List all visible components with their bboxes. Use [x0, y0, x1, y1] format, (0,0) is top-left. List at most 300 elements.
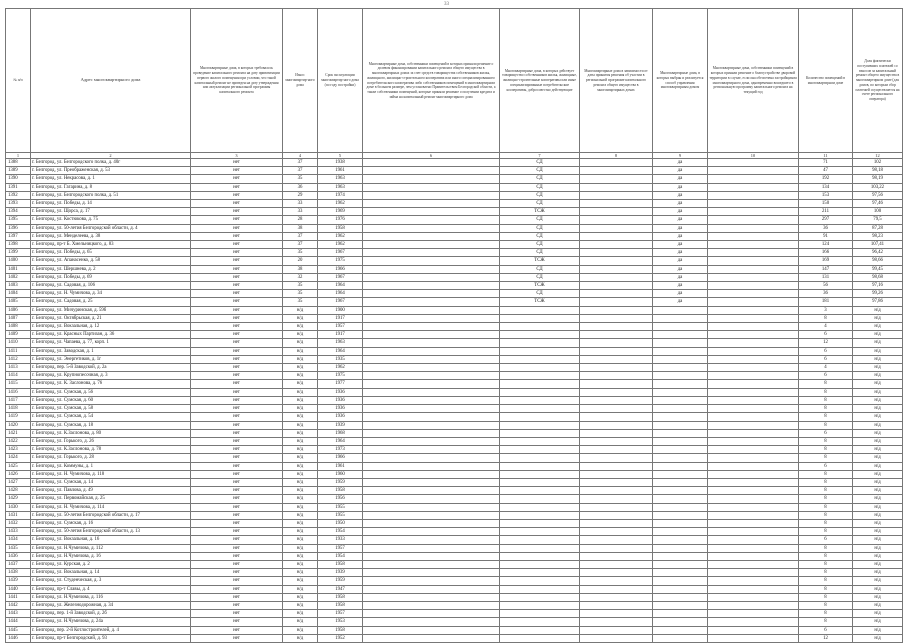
row-repair-need: нет: [191, 249, 283, 257]
row-landscaping: [708, 323, 799, 331]
row-repair-need: нет: [191, 191, 283, 199]
row-build-year: 1939: [318, 569, 363, 577]
table-row: [6, 364, 903, 372]
row-payments-share: н/д: [853, 478, 903, 486]
row-landscaping: [708, 601, 799, 609]
row-landscaping: [708, 421, 799, 429]
row-hoa-type: СД: [500, 167, 580, 175]
row-address: г. Белгород, ул. К.Заслонова, д. 78: [31, 446, 191, 454]
row-payments-share: н/д: [853, 396, 903, 404]
row-wear: н/д: [283, 405, 318, 413]
row-build-year: 1933: [318, 536, 363, 544]
row-payments-share: н/д: [853, 372, 903, 380]
row-premises-count: 6: [799, 355, 853, 363]
row-cofinancing: [363, 314, 500, 322]
row-build-year: 1963: [318, 339, 363, 347]
row-hoa-type: СД: [500, 191, 580, 199]
row-number: 1439: [6, 577, 31, 585]
row-management: [653, 454, 708, 462]
row-decision-date: [580, 446, 653, 454]
row-number: 1395: [6, 216, 31, 224]
row-repair-need: нет: [191, 298, 283, 306]
row-hoa-type: СД: [500, 241, 580, 249]
row-payments-share: н/д: [853, 314, 903, 322]
row-cofinancing: [363, 429, 500, 437]
row-build-year: 1974: [318, 191, 363, 199]
row-build-year: 1968: [318, 429, 363, 437]
row-number: 1440: [6, 585, 31, 593]
row-payments-share: н/д: [853, 388, 903, 396]
row-premises-count: 4: [799, 323, 853, 331]
col-header-number: № п/п: [6, 9, 31, 153]
row-cofinancing: [363, 257, 500, 265]
row-payments-share: 97,86: [853, 298, 903, 306]
row-decision-date: [580, 519, 653, 527]
row-hoa-type: [500, 601, 580, 609]
row-landscaping: [708, 388, 799, 396]
row-landscaping: [708, 290, 799, 298]
row-payments-share: н/д: [853, 380, 903, 388]
row-repair-need: нет: [191, 380, 283, 388]
row-decision-date: [580, 503, 653, 511]
row-decision-date: [580, 405, 653, 413]
row-landscaping: [708, 454, 799, 462]
row-management: да: [653, 183, 708, 191]
col-header-repair-need: Многоквартирные дома, в которых требовалось проведение капитального ремонта на дату приватизации первого жилого помещения при условии, что такой капитальный ремонт не проведен на дату утверждения или актуализации региональной программы капитального ремонта: [191, 9, 283, 153]
row-management: [653, 618, 708, 626]
row-build-year: 1961: [318, 462, 363, 470]
row-cofinancing: [363, 446, 500, 454]
row-decision-date: [580, 241, 653, 249]
row-repair-need: нет: [191, 314, 283, 322]
row-build-year: 1955: [318, 511, 363, 519]
row-cofinancing: [363, 323, 500, 331]
row-number: 1415: [6, 380, 31, 388]
row-build-year: 1958: [318, 487, 363, 495]
row-address: г. Белгород, ул. Белгородского полка, д. 51: [31, 191, 191, 199]
row-build-year: 1938: [318, 159, 363, 167]
row-cofinancing: [363, 355, 500, 363]
row-decision-date: [580, 282, 653, 290]
row-hoa-type: [500, 306, 580, 314]
row-wear: 38: [283, 265, 318, 273]
row-landscaping: [708, 183, 799, 191]
row-decision-date: [580, 191, 653, 199]
row-landscaping: [708, 585, 799, 593]
row-hoa-type: СД: [500, 249, 580, 257]
row-decision-date: [580, 437, 653, 445]
row-cofinancing: [363, 470, 500, 478]
table-row: [6, 462, 903, 470]
row-decision-date: [580, 396, 653, 404]
table-row: [6, 347, 903, 355]
row-landscaping: [708, 528, 799, 536]
row-premises-count: 8: [799, 552, 853, 560]
row-landscaping: [708, 167, 799, 175]
row-wear: 37: [283, 241, 318, 249]
row-hoa-type: СД: [500, 216, 580, 224]
row-cofinancing: [363, 232, 500, 240]
row-address: г. Белгород, пер. 1-й Заводской, д. 2б: [31, 610, 191, 618]
col-header-cofinancing: Многоквартирные дома, собственники помещений в которых приняли решение о долевом финансировании капитального ремонта общего имущества в многоквартирных домах за счет средств товарищества собственников жилья, жилищного, жилищно-строительного кооператива или иного специализированного потребительского кооператива либо собственников помещений в многоквартирном доме в большем размере, чем установлено Правительством Белгородской области, а также собственники помещений, которые приняли решение о получении кредита и займа на капитальный ремонт многоквартирного дома: [363, 9, 500, 153]
row-address: г. Белгород, ул. К.Заслонова, д. 80: [31, 429, 191, 437]
row-address: г. Белгород, ул. Н.Чумичова, д. 112: [31, 544, 191, 552]
row-hoa-type: ТСЖ: [500, 298, 580, 306]
row-build-year: 1950: [318, 519, 363, 527]
row-wear: н/д: [283, 454, 318, 462]
row-landscaping: [708, 593, 799, 601]
row-hoa-type: [500, 446, 580, 454]
table-row: [6, 470, 903, 478]
row-repair-need: нет: [191, 519, 283, 527]
row-management: да: [653, 167, 708, 175]
row-number: 1392: [6, 191, 31, 199]
row-repair-need: нет: [191, 462, 283, 470]
row-wear: н/д: [283, 314, 318, 322]
row-wear: н/д: [283, 347, 318, 355]
row-management: [653, 511, 708, 519]
row-cofinancing: [363, 241, 500, 249]
row-cofinancing: [363, 610, 500, 618]
row-management: [653, 495, 708, 503]
row-decision-date: [580, 601, 653, 609]
table-row: [6, 610, 903, 618]
row-decision-date: [580, 347, 653, 355]
row-repair-need: нет: [191, 487, 283, 495]
row-landscaping: [708, 413, 799, 421]
row-management: [653, 577, 708, 585]
row-wear: н/д: [283, 478, 318, 486]
row-decision-date: [580, 478, 653, 486]
row-number: 1403: [6, 282, 31, 290]
row-decision-date: [580, 544, 653, 552]
row-landscaping: [708, 241, 799, 249]
row-repair-need: нет: [191, 536, 283, 544]
row-premises-count: 8: [799, 405, 853, 413]
row-landscaping: [708, 429, 799, 437]
row-number: 1398: [6, 241, 31, 249]
row-payments-share: 87,28: [853, 224, 903, 232]
row-landscaping: [708, 314, 799, 322]
row-payments-share: 100: [853, 208, 903, 216]
row-build-year: 1957: [318, 610, 363, 618]
row-payments-share: н/д: [853, 306, 903, 314]
row-cofinancing: [363, 388, 500, 396]
row-landscaping: [708, 610, 799, 618]
table-row: [6, 511, 903, 519]
row-premises-count: 47: [799, 167, 853, 175]
row-decision-date: [580, 323, 653, 331]
row-number: 1396: [6, 224, 31, 232]
row-cofinancing: [363, 421, 500, 429]
row-decision-date: [580, 314, 653, 322]
row-management: [653, 626, 708, 634]
row-premises-count: 8: [799, 503, 853, 511]
row-decision-date: [580, 175, 653, 183]
row-repair-need: нет: [191, 618, 283, 626]
row-management: [653, 552, 708, 560]
row-management: [653, 347, 708, 355]
row-number: 1432: [6, 519, 31, 527]
row-hoa-type: [500, 437, 580, 445]
row-address: г. Белгород, ул. Вокзальная, д. 12: [31, 323, 191, 331]
row-landscaping: [708, 487, 799, 495]
row-hoa-type: [500, 380, 580, 388]
row-repair-need: нет: [191, 265, 283, 273]
row-wear: 35: [283, 249, 318, 257]
row-wear: н/д: [283, 462, 318, 470]
col-header-landscaping: Многоквартирные дома, собственники помещений в которых приняли решение о благоустройстве дворовой территории в случае, если она обеспечена застройщиком многоквартирного дома, одновременно вошедшего в региональную программу капитального ремонта на текущий год: [708, 9, 799, 153]
col-header-decision-date: Многоквартирные дома в зависимости от даты принятия решения об участии в региональной программе капитального ремонта общего имущества в многоквартирных домах: [580, 9, 653, 153]
row-build-year: 1957: [318, 323, 363, 331]
row-premises-count: 8: [799, 413, 853, 421]
row-address: г. Белгород, ул. Н. Чумичова, д. 118: [31, 470, 191, 478]
row-number: 1423: [6, 446, 31, 454]
row-number: 1434: [6, 536, 31, 544]
col-header-payments-share: Доля фактически поступивших платежей со взносов за капитальный ремонт общего имущества в многоквартирном доме (для домов, по которым сбор платежей осуществляется на счете регионального оператора): [853, 9, 903, 153]
row-management: [653, 446, 708, 454]
row-landscaping: [708, 552, 799, 560]
row-management: [653, 487, 708, 495]
row-payments-share: 98,68: [853, 273, 903, 281]
row-number: 1399: [6, 249, 31, 257]
row-premises-count: 8: [799, 519, 853, 527]
row-build-year: 1917: [318, 314, 363, 322]
row-hoa-type: [500, 421, 580, 429]
table-row: [6, 601, 903, 609]
row-build-year: 1939: [318, 421, 363, 429]
row-wear: н/д: [283, 331, 318, 339]
row-cofinancing: [363, 536, 500, 544]
row-repair-need: нет: [191, 511, 283, 519]
row-repair-need: нет: [191, 585, 283, 593]
row-premises-count: 8: [799, 585, 853, 593]
row-address: г. Белгород, ул. Крупнопесочная, д. 3: [31, 372, 191, 380]
row-hoa-type: СД: [500, 265, 580, 273]
row-payments-share: н/д: [853, 462, 903, 470]
table-row: [6, 396, 903, 404]
row-decision-date: [580, 560, 653, 568]
row-payments-share: 97,46: [853, 200, 903, 208]
row-decision-date: [580, 495, 653, 503]
row-address: г. Белгород, ул. Сумская, д. 54: [31, 413, 191, 421]
row-build-year: 1973: [318, 446, 363, 454]
row-cofinancing: [363, 331, 500, 339]
row-payments-share: 96,42: [853, 249, 903, 257]
row-payments-share: 103,22: [853, 183, 903, 191]
row-wear: н/д: [283, 413, 318, 421]
row-premises-count: 8: [799, 454, 853, 462]
housing-register-table: [5, 8, 903, 643]
row-address: г. Белгород, ул. 50-летия Белгородской области, д. 4: [31, 224, 191, 232]
row-wear: н/д: [283, 364, 318, 372]
row-management: [653, 610, 708, 618]
row-address: г. Белгород, ул. Костюкова, д. 75: [31, 216, 191, 224]
row-cofinancing: [363, 511, 500, 519]
row-management: да: [653, 249, 708, 257]
row-management: да: [653, 216, 708, 224]
row-payments-share: н/д: [853, 429, 903, 437]
row-premises-count: 4: [799, 364, 853, 372]
table-row: [6, 232, 903, 240]
row-management: да: [653, 159, 708, 167]
row-cofinancing: [363, 437, 500, 445]
row-landscaping: [708, 544, 799, 552]
row-decision-date: [580, 626, 653, 634]
row-landscaping: [708, 618, 799, 626]
table-row: [6, 528, 903, 536]
row-build-year: 1961: [318, 167, 363, 175]
row-build-year: 1963: [318, 183, 363, 191]
row-address: г. Белгород, ул. Победы, д. 69: [31, 273, 191, 281]
row-build-year: 1954: [318, 528, 363, 536]
table-row: [6, 191, 903, 199]
table-row: [6, 405, 903, 413]
col-header-hoa: Многоквартирные дома, в которых действует товарищество собственников жилья, жилищные, жилищно-строительные кооперативы или иные специализированные потребительские кооперативы, добросовестно действующие: [500, 9, 580, 153]
row-number: 1405: [6, 298, 31, 306]
row-cofinancing: [363, 519, 500, 527]
row-cofinancing: [363, 462, 500, 470]
row-payments-share: 99,26: [853, 290, 903, 298]
row-cofinancing: [363, 454, 500, 462]
row-address: г. Белгород, ул. Мичуринская, д. 59б: [31, 306, 191, 314]
table-row: [6, 634, 903, 642]
row-hoa-type: [500, 585, 580, 593]
row-decision-date: [580, 339, 653, 347]
row-address: г. Белгород, ул. Н. Чумичова, д. 34: [31, 290, 191, 298]
row-build-year: 1966: [318, 454, 363, 462]
row-payments-share: 102: [853, 159, 903, 167]
row-payments-share: 97,16: [853, 282, 903, 290]
row-hoa-type: [500, 528, 580, 536]
row-cofinancing: [363, 405, 500, 413]
row-number: 1426: [6, 470, 31, 478]
row-repair-need: нет: [191, 396, 283, 404]
row-hoa-type: СД: [500, 273, 580, 281]
row-premises-count: 8: [799, 388, 853, 396]
row-decision-date: [580, 265, 653, 273]
row-cofinancing: [363, 618, 500, 626]
row-hoa-type: [500, 388, 580, 396]
row-management: [653, 536, 708, 544]
row-number: 1414: [6, 372, 31, 380]
row-management: [653, 470, 708, 478]
table-row: [6, 446, 903, 454]
row-decision-date: [580, 421, 653, 429]
row-repair-need: нет: [191, 405, 283, 413]
row-wear: н/д: [283, 380, 318, 388]
row-hoa-type: СД: [500, 232, 580, 240]
row-repair-need: нет: [191, 528, 283, 536]
row-wear: н/д: [283, 388, 318, 396]
row-payments-share: н/д: [853, 552, 903, 560]
row-hoa-type: [500, 495, 580, 503]
row-build-year: 1956: [318, 495, 363, 503]
row-premises-count: 8: [799, 560, 853, 568]
row-number: 1400: [6, 257, 31, 265]
row-build-year: 1963: [318, 175, 363, 183]
row-wear: н/д: [283, 618, 318, 626]
column-number: 10: [708, 153, 799, 159]
row-decision-date: [580, 372, 653, 380]
row-hoa-type: [500, 405, 580, 413]
row-landscaping: [708, 159, 799, 167]
col-header-address: Адрес многоквартирного дома: [31, 9, 191, 153]
row-decision-date: [580, 413, 653, 421]
row-hoa-type: ТСЖ: [500, 208, 580, 216]
row-repair-need: нет: [191, 446, 283, 454]
row-wear: 20: [283, 257, 318, 265]
table-row: [6, 388, 903, 396]
row-decision-date: [580, 183, 653, 191]
row-hoa-type: [500, 323, 580, 331]
row-cofinancing: [363, 167, 500, 175]
table-row: [6, 569, 903, 577]
row-hoa-type: [500, 610, 580, 618]
row-number: 1406: [6, 306, 31, 314]
row-decision-date: [580, 593, 653, 601]
row-premises-count: 192: [799, 175, 853, 183]
row-management: [653, 519, 708, 527]
row-number: 1424: [6, 454, 31, 462]
row-landscaping: [708, 478, 799, 486]
table-row: [6, 552, 903, 560]
row-premises-count: 8: [799, 470, 853, 478]
row-landscaping: [708, 208, 799, 216]
row-premises-count: 134: [799, 183, 853, 191]
row-build-year: 1947: [318, 585, 363, 593]
row-cofinancing: [363, 560, 500, 568]
row-address: г. Белгород, ул. Н.Чумичова, д. 24а: [31, 618, 191, 626]
row-premises-count: 8: [799, 314, 853, 322]
row-landscaping: [708, 495, 799, 503]
row-build-year: 1958: [318, 626, 363, 634]
row-landscaping: [708, 355, 799, 363]
row-landscaping: [708, 536, 799, 544]
row-hoa-type: [500, 372, 580, 380]
row-hoa-type: [500, 355, 580, 363]
row-address: г. Белгород, ул. Апанасенко, д. 58: [31, 257, 191, 265]
row-cofinancing: [363, 208, 500, 216]
row-repair-need: нет: [191, 355, 283, 363]
row-build-year: 1958: [318, 224, 363, 232]
row-number: 1412: [6, 355, 31, 363]
row-landscaping: [708, 560, 799, 568]
row-repair-need: нет: [191, 577, 283, 585]
row-management: да: [653, 232, 708, 240]
row-wear: 35: [283, 175, 318, 183]
row-management: да: [653, 298, 708, 306]
row-build-year: 1917: [318, 331, 363, 339]
row-address: г. Белгород, ул. Железнодорожная, д. 34: [31, 601, 191, 609]
row-premises-count: 211: [799, 208, 853, 216]
row-address: г. Белгород, ул. Победы, д. 14: [31, 200, 191, 208]
row-premises-count: 150: [799, 200, 853, 208]
row-landscaping: [708, 405, 799, 413]
row-address: г. Белгород, ул. Белгородского полка, д. 40г: [31, 159, 191, 167]
row-address: г. Белгород, ул. Н.Чумичова, д. 116: [31, 593, 191, 601]
table-row: [6, 618, 903, 626]
row-repair-need: нет: [191, 560, 283, 568]
row-hoa-type: [500, 339, 580, 347]
row-repair-need: нет: [191, 200, 283, 208]
row-number: 1416: [6, 388, 31, 396]
row-wear: н/д: [283, 421, 318, 429]
row-payments-share: 98,19: [853, 175, 903, 183]
row-hoa-type: [500, 347, 580, 355]
col-header-wear: Износ многоквартир-ного дома: [283, 9, 318, 153]
row-decision-date: [580, 610, 653, 618]
